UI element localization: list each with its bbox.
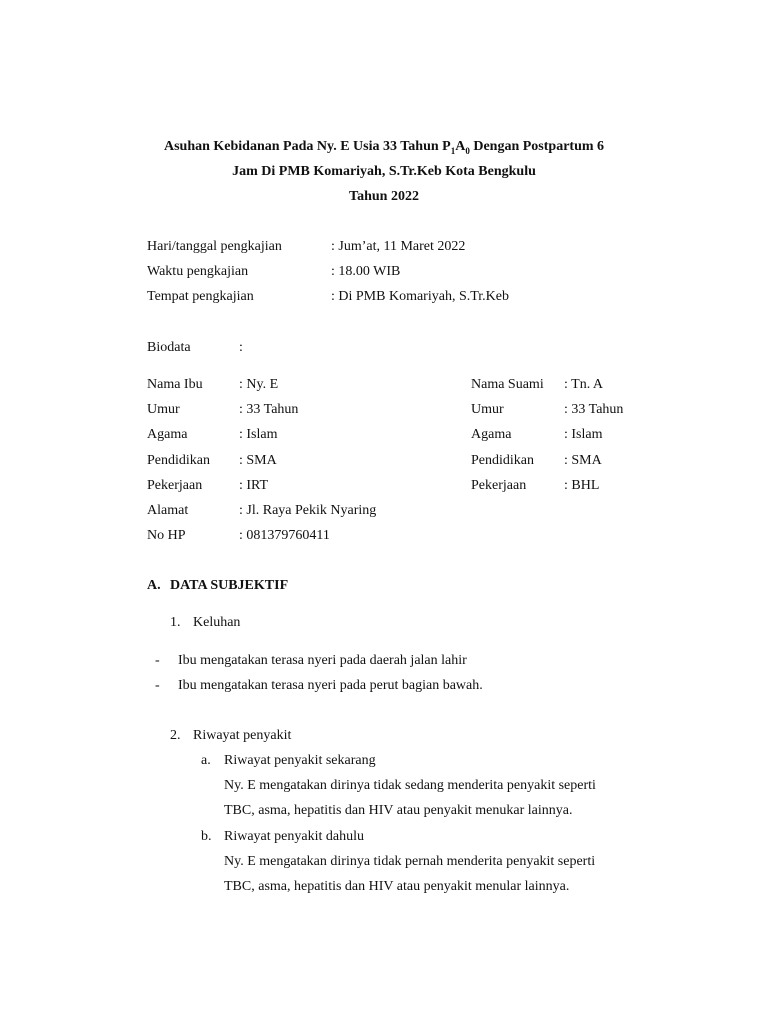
- mother-phone-label: No HP: [147, 528, 186, 543]
- mother-occupation-value: : IRT: [239, 478, 269, 493]
- riwayat-number: 2.: [170, 728, 181, 743]
- assessment-time-label: Waktu pengkajian: [147, 264, 249, 279]
- husband-occupation-value: : BHL: [564, 478, 600, 493]
- mother-age-value: : 33 Tahun: [239, 402, 299, 417]
- husband-name-value: : Tn. A: [564, 377, 604, 392]
- mother-age-label: Umur: [147, 402, 180, 417]
- husband-education-label: Pendidikan: [471, 453, 534, 468]
- riwayat-dahulu-title: Riwayat penyakit dahulu: [224, 829, 364, 844]
- husband-name-label: Nama Suami: [471, 377, 544, 392]
- keluhan-bullet-text: Ibu mengatakan terasa nyeri pada daerah jalan lahir: [178, 653, 467, 668]
- husband-education-value: : SMA: [564, 453, 602, 468]
- riwayat-heading: Riwayat penyakit: [193, 728, 292, 743]
- keluhan-heading: Keluhan: [193, 615, 241, 630]
- mother-religion-label: Agama: [147, 427, 188, 442]
- document-title-line-1: Asuhan Kebidanan Pada Ny. E Usia 33 Tahun $P_1A_0$ Dengan Postpartum 6: [163, 139, 605, 156]
- riwayat-dahulu-letter: b.: [201, 829, 212, 844]
- mother-education-value: : SMA: [239, 453, 277, 468]
- section-a-heading: DATA SUBJEKTIF: [170, 578, 289, 593]
- riwayat-dahulu-text-line-1: Ny. E mengatakan dirinya tidak pernah menderita penyakit seperti: [224, 854, 596, 869]
- mother-religion-value: : Islam: [239, 427, 278, 442]
- keluhan-bullet-dash: -: [155, 653, 160, 668]
- keluhan-bullet-dash: -: [155, 678, 160, 693]
- keluhan-bullet-text: Ibu mengatakan terasa nyeri pada perut bagian bawah.: [178, 678, 483, 693]
- biodata-colon: :: [239, 340, 243, 355]
- riwayat-sekarang-title: Riwayat penyakit sekarang: [224, 753, 376, 768]
- document-title-line-3: Tahun 2022: [349, 189, 419, 204]
- mother-phone-value: : 081379760411: [239, 528, 330, 543]
- mother-education-label: Pendidikan: [147, 453, 210, 468]
- keluhan-number: 1.: [170, 615, 181, 630]
- mother-address-value: : Jl. Raya Pekik Nyaring: [239, 503, 377, 518]
- assessment-date-label: Hari/tanggal pengkajian: [147, 239, 282, 254]
- assessment-time-value: : 18.00 WIB: [331, 264, 401, 279]
- husband-religion-value: : Islam: [564, 427, 603, 442]
- riwayat-sekarang-text-line-2: TBC, asma, hepatitis dan HIV atau penyakit menukar lainnya.: [224, 803, 573, 818]
- mother-name-value: : Ny. E: [239, 377, 279, 392]
- mother-name-label: Nama Ibu: [147, 377, 203, 392]
- husband-occupation-label: Pekerjaan: [471, 478, 527, 493]
- mother-occupation-label: Pekerjaan: [147, 478, 203, 493]
- section-a-marker: A.: [147, 578, 161, 593]
- biodata-label: Biodata: [147, 340, 191, 355]
- riwayat-sekarang-letter: a.: [201, 753, 211, 768]
- mother-address-label: Alamat: [147, 503, 189, 518]
- husband-religion-label: Agama: [471, 427, 512, 442]
- riwayat-dahulu-text-line-2: TBC, asma, hepatitis dan HIV atau penyakit menular lainnya.: [224, 879, 570, 894]
- husband-age-label: Umur: [471, 402, 504, 417]
- riwayat-sekarang-text-line-1: Ny. E mengatakan dirinya tidak sedang menderita penyakit seperti: [224, 778, 596, 793]
- document-title-line-2: Jam Di PMB Komariyah, S.Tr.Keb Kota Bengkulu: [232, 164, 536, 179]
- assessment-place-label: Tempat pengkajian: [147, 289, 254, 304]
- husband-age-value: : 33 Tahun: [564, 402, 624, 417]
- assessment-place-value: : Di PMB Komariyah, S.Tr.Keb: [331, 289, 510, 304]
- assessment-date-value: : Jum’at, 11 Maret 2022: [331, 239, 466, 254]
